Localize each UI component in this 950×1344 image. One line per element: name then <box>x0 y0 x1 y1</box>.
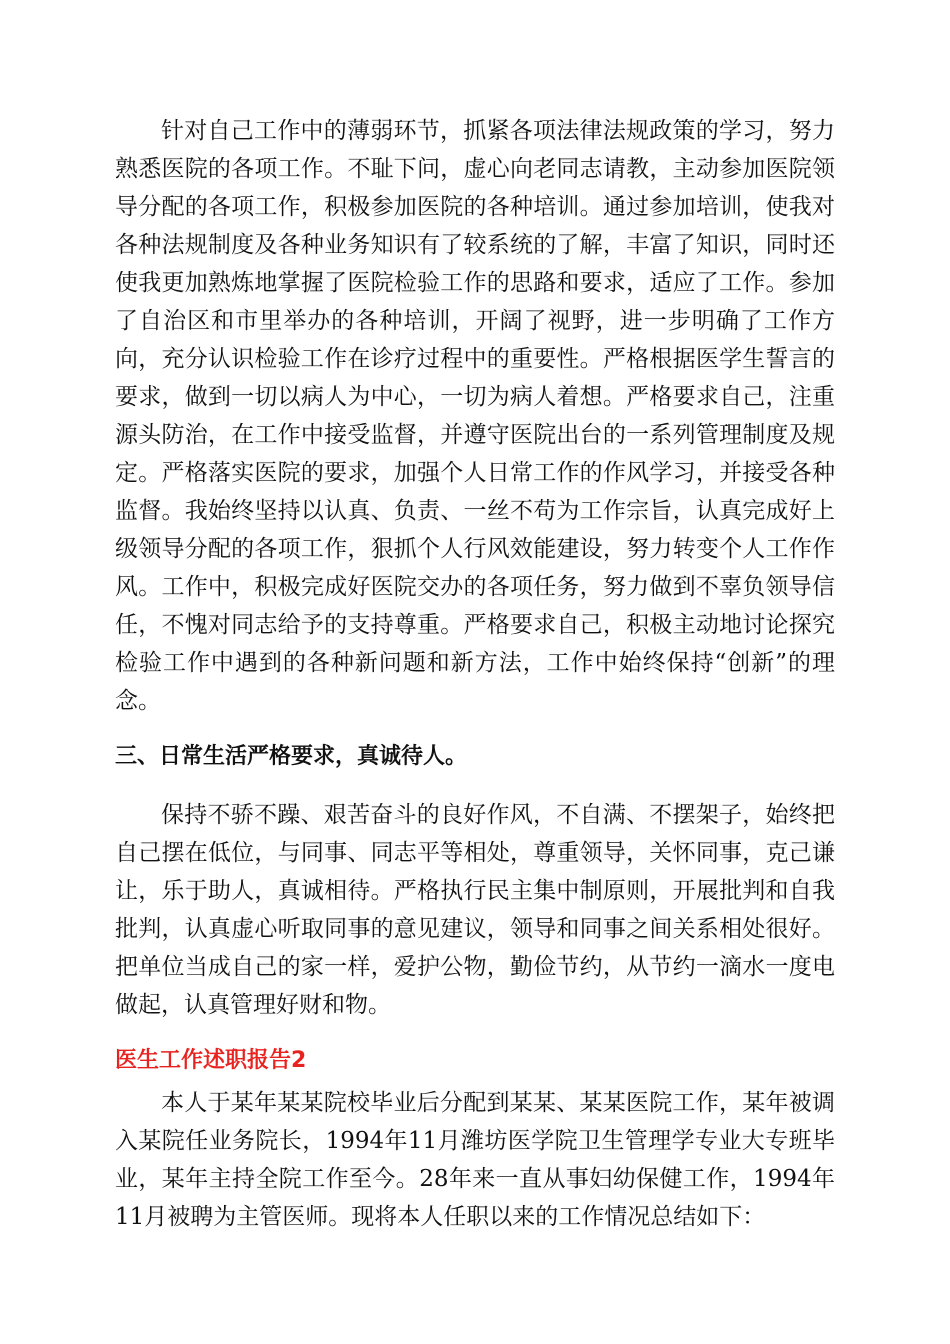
body-paragraph: 保持不骄不躁、艰苦奋斗的良好作风，不自满、不摆架子，始终把自己摆在低位，与同事、同志平等相处，尊重领导，关怀同事，克己谦让，乐于助人，真诚相待。严格执行民主集中制原则，开展批判和自我批判，认真虚心听取同事的意见建议，领导和同事之间关系相处很好。把单位当成自己的家一样，爱护公物，勤俭节约，从节约一滴水一度电做起，认真管理好财和物。 <box>115 802 835 1018</box>
body-paragraph: 本人于某年某某院校毕业后分配到某某、某某医院工作，某年被调入某院任业务院长，1994年11月潍坊医学院卫生管理学专业大专班毕业，某年主持全院工作至今。28年来一直从事妇幼保健工作，1994年11月被聘为主管医师。现将本人任职以来的工作情况总结如下： <box>115 1090 835 1230</box>
section-heading: 三、日常生活严格要求，真诚待人。 <box>115 744 468 769</box>
document-page <box>115 112 835 1236</box>
report-title: 医生工作述职报告2 <box>115 1048 307 1073</box>
body-paragraph: 针对自己工作中的薄弱环节，抓紧各项法律法规政策的学习，努力熟悉医院的各项工作。不耻下问，虚心向老同志请教，主动参加医院领导分配的各项工作，积极参加医院的各种培训。通过参加培训，使我对各种法规制度及各种业务知识有了较系统的了解，丰富了知识，同时还使我更加熟炼地掌握了医院检验工作的思路和要求，适应了工作。参加了自治区和市里举办的各种培训，开阔了视野，进一步明确了工作方向，充分认识检验工作在诊疗过程中的重要性。严格根据医学生誓言的要求，做到一切以病人为中心，一切为病人着想。严格要求自己，注重源头防治，在工作中接受监督，并遵守医院出台的一系列管理制度及规定。严格落实医院的要求，加强个人日常工作的作风学习，并接受各种监督。我始终坚持以认真、负责、一丝不苟为工作宗旨，认真完成好上级领导分配的各项工作，狠抓个人行风效能建设，努力转变个人工作作风。工作中，积极完成好医院交办的各项任务，努力做到不辜负领导信任，不愧对同志给予的支持尊重。严格要求自己，积极主动地讨论探究检验工作中遇到的各种新问题和新方法，工作中始终保持“创新”的理念。 <box>115 118 835 714</box>
